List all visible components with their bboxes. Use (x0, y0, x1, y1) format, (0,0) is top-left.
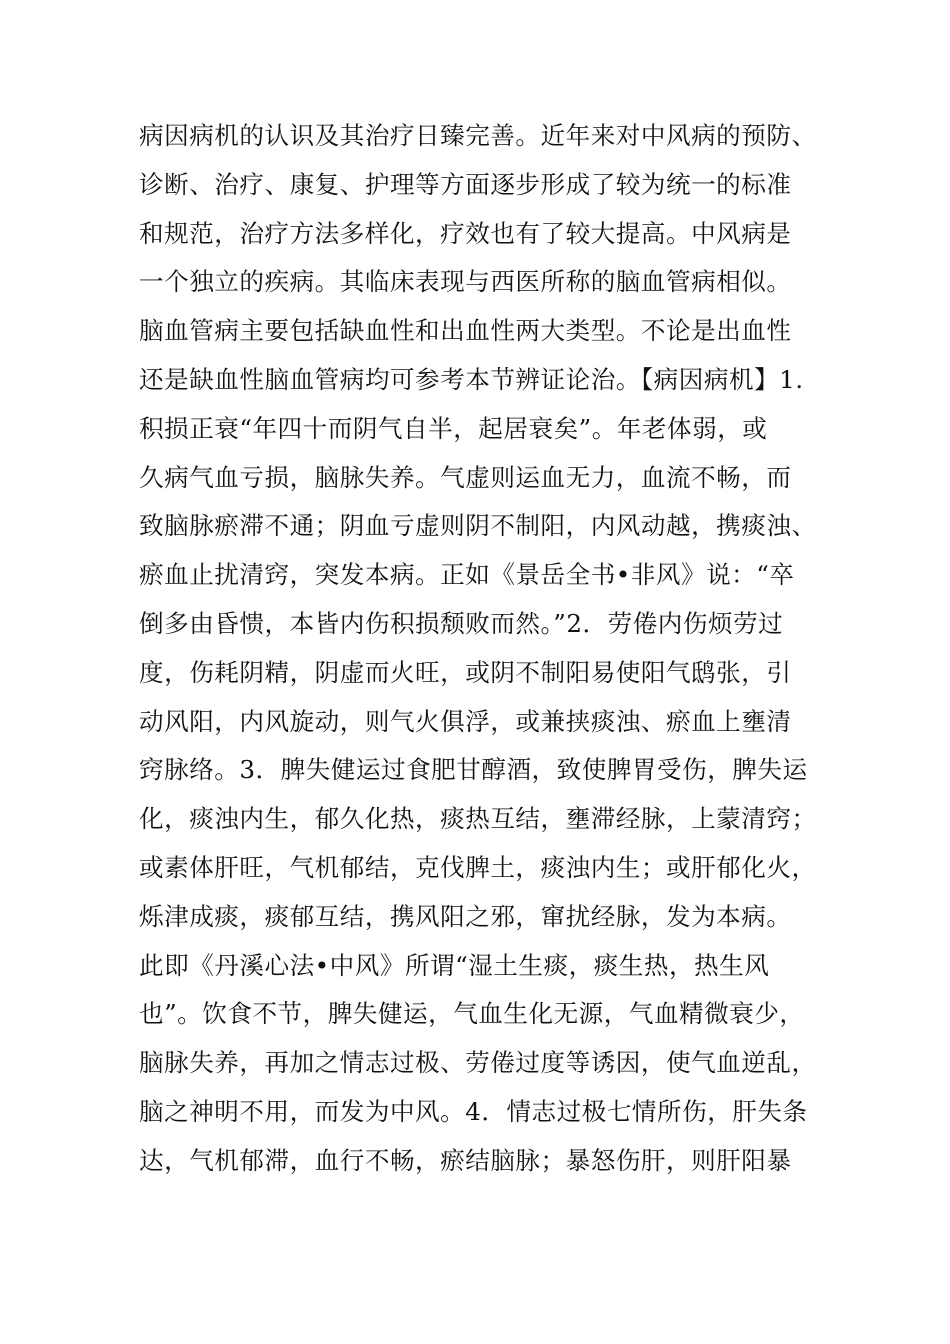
text-line: 化，痰浊内生，郁久化热，痰热互结，壅滞经脉，上蒙清窍； (139, 804, 817, 834)
text-line: 达，气机郁滞，血行不畅，瘀结脑脉；暴怒伤肝，则肝阳暴 (139, 1145, 792, 1175)
text-line: 脑之神明不用，而发为中风。4．情志过极七情所伤，肝失条 (139, 1096, 808, 1126)
text-line: 致脑脉瘀滞不通；阴血亏虚则阴不制阳，内风动越，携痰浊、 (139, 511, 817, 541)
body-text (139, 112, 829, 1186)
text-line: 病因病机的认识及其治疗日臻完善。近年来对中风病的预防、 (139, 121, 817, 150)
text-line: 瘀血止扰清窍，突发本病。正如《景岳全书•非风》说：“卒 (139, 560, 795, 590)
text-line: 脑血管病主要包括缺血性和出血性两大类型。不论是出血性 (139, 316, 792, 346)
text-line: 度，伤耗阴精，阴虚而火旺，或阴不制阳易使阳气鸱张，引 (139, 657, 792, 687)
text-line: 诊断、治疗、康复、护理等方面逐步形成了较为统一的标准 (139, 169, 792, 199)
text-line: 也”。饮食不节，脾失健运，气血生化无源，气血精微衰少， (139, 999, 805, 1029)
text-line: 久病气血亏损，脑脉失养。气虚则运血无力，血流不畅，而 (139, 462, 792, 492)
text-line: 动风阳，内风旋动，则气火俱浮，或兼挟痰浊、瘀血上壅清 (139, 706, 792, 736)
text-line: 倒多由昏愦，本皆内伤积损颓败而然。”2．劳倦内伤烦劳过 (139, 608, 784, 638)
text-line: 窍脉络。3．脾失健运过食肥甘醇酒，致使脾胃受伤，脾失运 (139, 755, 808, 785)
text-line: 一个独立的疾病。其临床表现与西医所称的脑血管病相似。 (139, 267, 792, 297)
text-line: 还是缺血性脑血管病均可参考本节辨证论治。【病因病机】1. (139, 364, 804, 394)
text-line: 脑脉失养，再加之情志过极、劳倦过度等诱因，使气血逆乱， (139, 1048, 817, 1078)
text-line: 和规范，治疗方法多样化，疗效也有了较大提高。中风病是 (139, 218, 792, 248)
text-line: 烁津成痰，痰郁互结，携风阳之邪，窜扰经脉，发为本病。 (139, 901, 792, 931)
text-line: 或素体肝旺，气机郁结，克伐脾土，痰浊内生；或肝郁化火， (139, 852, 817, 882)
text-line: 积损正衰“年四十而阴气自半，起居衰矣”。年老体弱，或 (139, 413, 768, 443)
text-line: 此即《丹溪心法•中风》所谓“湿土生痰，痰生热，热生风 (139, 950, 770, 980)
